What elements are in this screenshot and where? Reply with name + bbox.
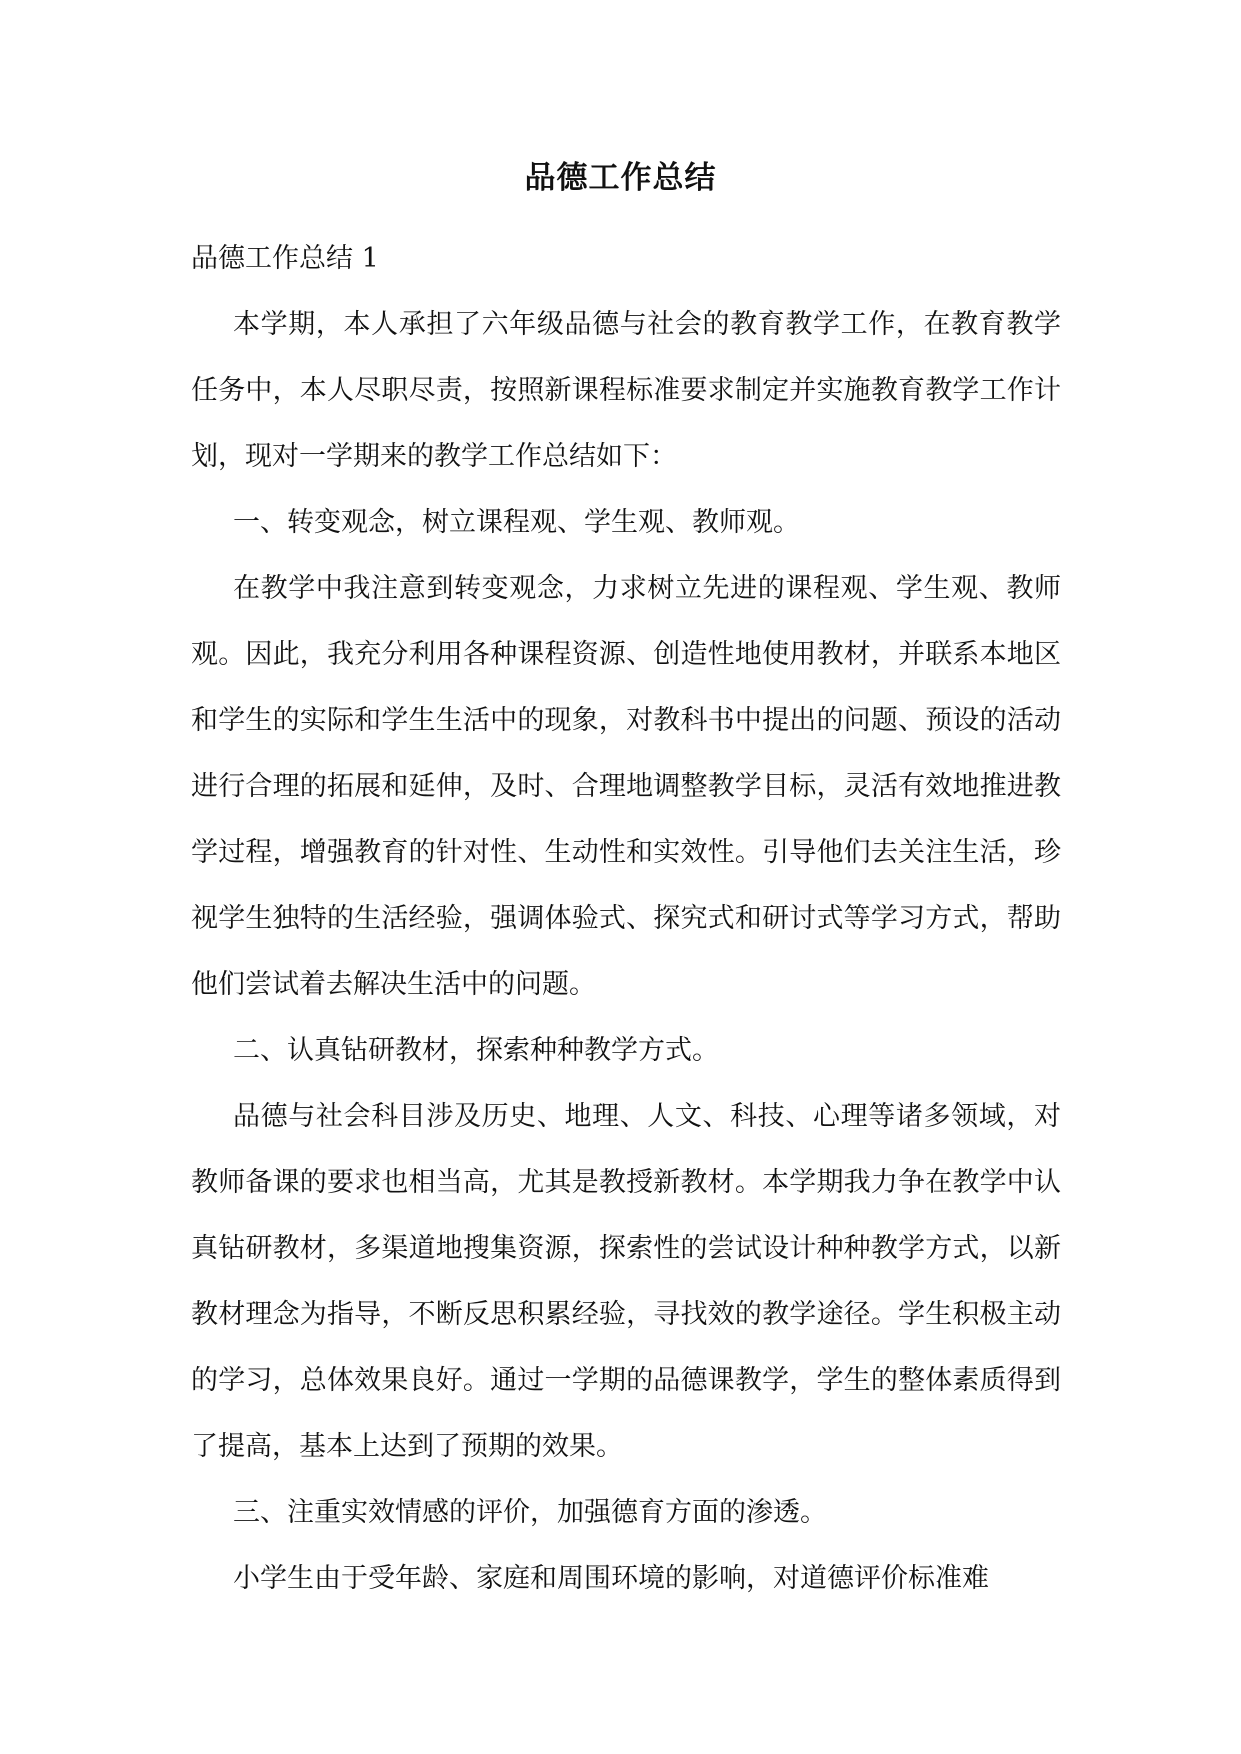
paragraph-point-three: 小学生由于受年龄、家庭和周围环境的影响，对道德评价标准难 [233,1563,989,1594]
paragraph-intro: 本学期，本人承担了六年级品德与社会的教育教学工作，在教育教学任务中，本人尽职尽责，按照新课程标准要求制定并实施教育教学工作计划，现对一学期来的教学工作总结如下： [191,309,1061,472]
paragraph-point-one: 在教学中我注意到转变观念，力求树立先进的课程观、学生观、教师观。因此，我充分利用各种课程资源、创造性地使用教材，并联系本地区和学生的实际和学生生活中的现象，对教科书中提出的问题、预设的活动进行合理的拓展和延伸，及时、合理地调整教学目标，灵活有效地推进教学过程，增强教育的针对性、生动性和实效性。引导他们去关注生活，珍视学生独特的生活经验，强调体验式、探究式和研讨式等学习方式，帮助他们尝试着去解决生活中的问题。 [191,573,1061,1000]
heading-point-one: 一、转变观念，树立课程观、学生观、教师观。 [233,507,800,538]
heading-point-three: 三、注重实效情感的评价，加强德育方面的渗透。 [233,1497,827,1528]
heading-point-two: 二、认真钻研教材，探索种种教学方式。 [233,1035,719,1066]
paragraph-point-two: 品德与社会科目涉及历史、地理、人文、科技、心理等诸多领域，对教师备课的要求也相当高，尤其是教授新教材。本学期我力争在教学中认真钻研教材，多渠道地搜集资源，探索性的尝试设计种种教学方式，以新教材理念为指导，不断反思积累经验，寻找效的教学途径。学生积极主动的学习，总体效果良好。通过一学期的品德课教学，学生的整体素质得到了提高，基本上达到了预期的效果。 [191,1101,1061,1462]
document-body [191,226,1061,1612]
document-title: 品德工作总结 [524,160,717,196]
section-heading: 品德工作总结 1 [191,243,379,274]
